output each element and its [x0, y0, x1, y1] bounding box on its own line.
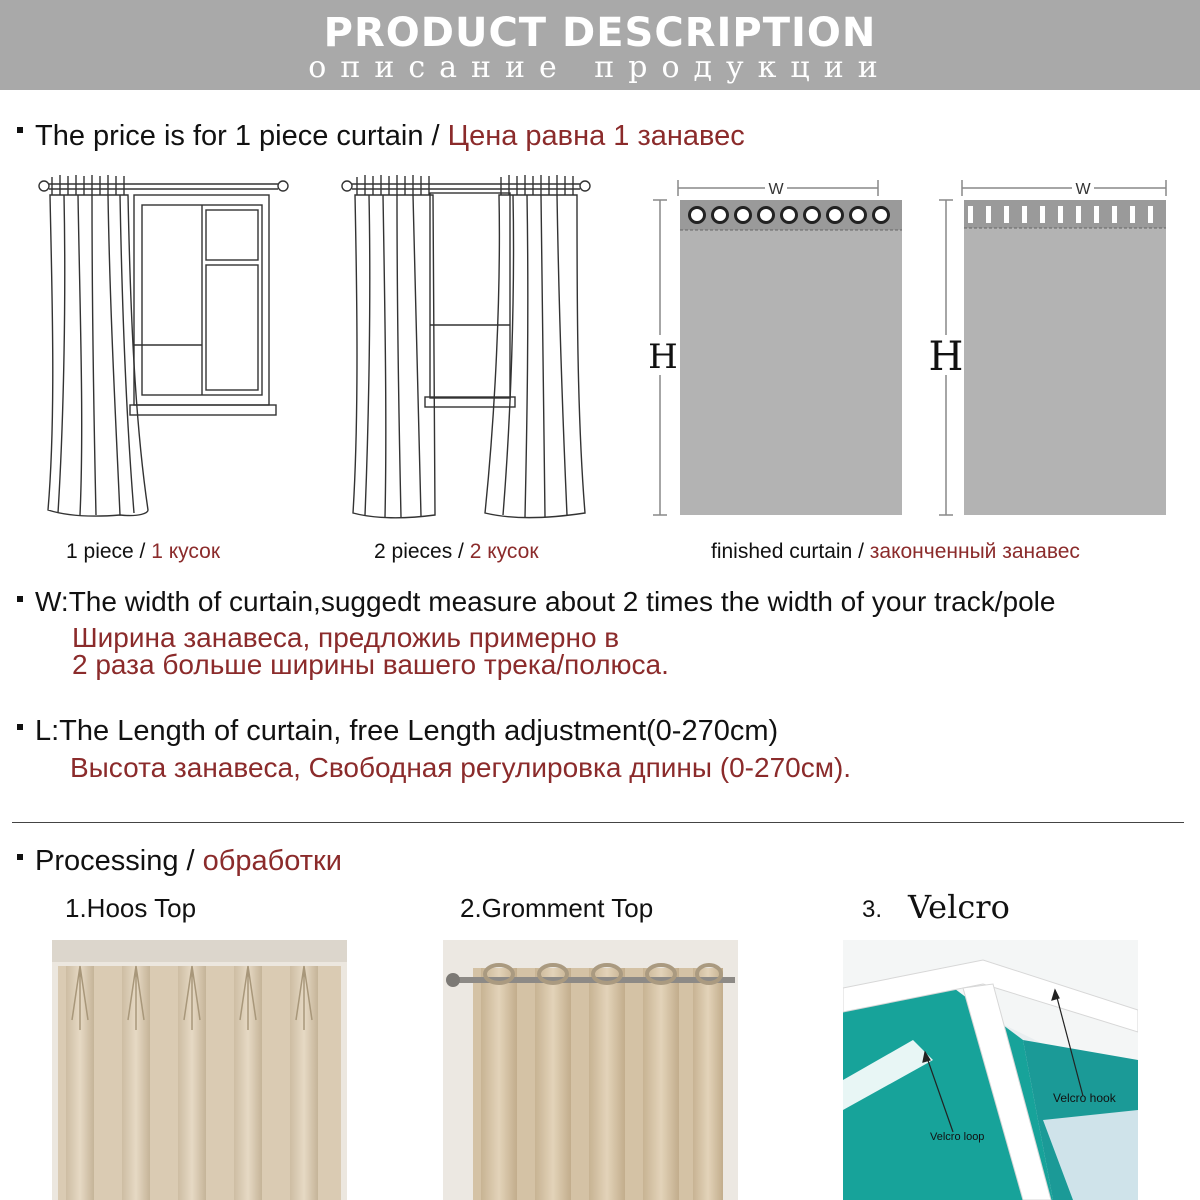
bullet-icon	[17, 724, 23, 730]
caption-finished-curtain	[711, 540, 1080, 564]
caption-one-piece-en: 1 piece /	[66, 540, 152, 563]
processing-title-en: Processing /	[35, 845, 203, 877]
bullet-icon	[17, 596, 23, 602]
width-label: W	[1075, 181, 1091, 198]
velcro-photo	[843, 940, 1138, 1200]
width-label: W	[768, 181, 784, 198]
processing-item-grommet-top: 2.Gromment Top	[460, 893, 654, 923]
length-note-ru: Высота занавеса, Свободная регулировка дпины (0-270см).	[70, 752, 852, 783]
width-note-en: W:The width of curtain,suggedt measure about 2 times the width of your track/pole	[35, 586, 1056, 617]
width-note-ru-line2: 2 раза больше ширины вашего трека/полюса.	[72, 649, 669, 680]
velcro-hook-label: Velcro hook	[1053, 1091, 1116, 1105]
height-label: H	[928, 334, 964, 380]
grommet-top-photo	[443, 940, 738, 1200]
grommet-finished-curtain-diagram	[645, 170, 915, 525]
processing-title	[35, 845, 342, 878]
processing-item-velcro: Velcro	[908, 888, 1010, 926]
caption-two-pieces-en: 2 pieces /	[374, 540, 470, 563]
caption-one-piece	[66, 540, 220, 564]
one-piece-curtain-illustration	[30, 165, 300, 530]
price-note-ru: Цена равна 1 занавес	[447, 120, 745, 152]
page-title: PRODUCT DESCRIPTION	[323, 10, 877, 56]
page-subtitle: описание продукции	[308, 50, 892, 85]
caption-two-pieces	[374, 540, 539, 564]
caption-finished-en: finished curtain /	[711, 540, 870, 563]
velcro-loop-label: Velcro loop	[930, 1131, 985, 1143]
header-banner	[0, 0, 1200, 90]
caption-two-pieces-ru: 2 кусок	[469, 540, 539, 563]
caption-finished-ru: законченный занавес	[869, 540, 1080, 563]
processing-item-hook-top: 1.Hoos Top	[65, 893, 197, 923]
tab-top-finished-curtain-diagram	[928, 170, 1190, 525]
price-note-en: The price is for 1 piece curtain /	[35, 120, 448, 152]
height-label: H	[648, 337, 678, 377]
processing-item-velcro-number: 3.	[862, 896, 883, 923]
caption-one-piece-ru: 1 кусок	[151, 540, 221, 563]
bullet-icon	[17, 854, 23, 860]
price-note	[35, 120, 745, 153]
bullet-icon	[17, 127, 23, 133]
width-note-ru-line1: Ширина занавеса, предложиь примерно в	[72, 622, 620, 653]
processing-title-ru: обработки	[202, 845, 342, 877]
length-note-en: L:The Length of curtain, free Length adjustment(0-270cm)	[35, 715, 779, 747]
section-divider	[12, 822, 1184, 823]
hook-top-photo	[52, 940, 347, 1200]
two-pieces-curtain-illustration	[335, 165, 605, 530]
